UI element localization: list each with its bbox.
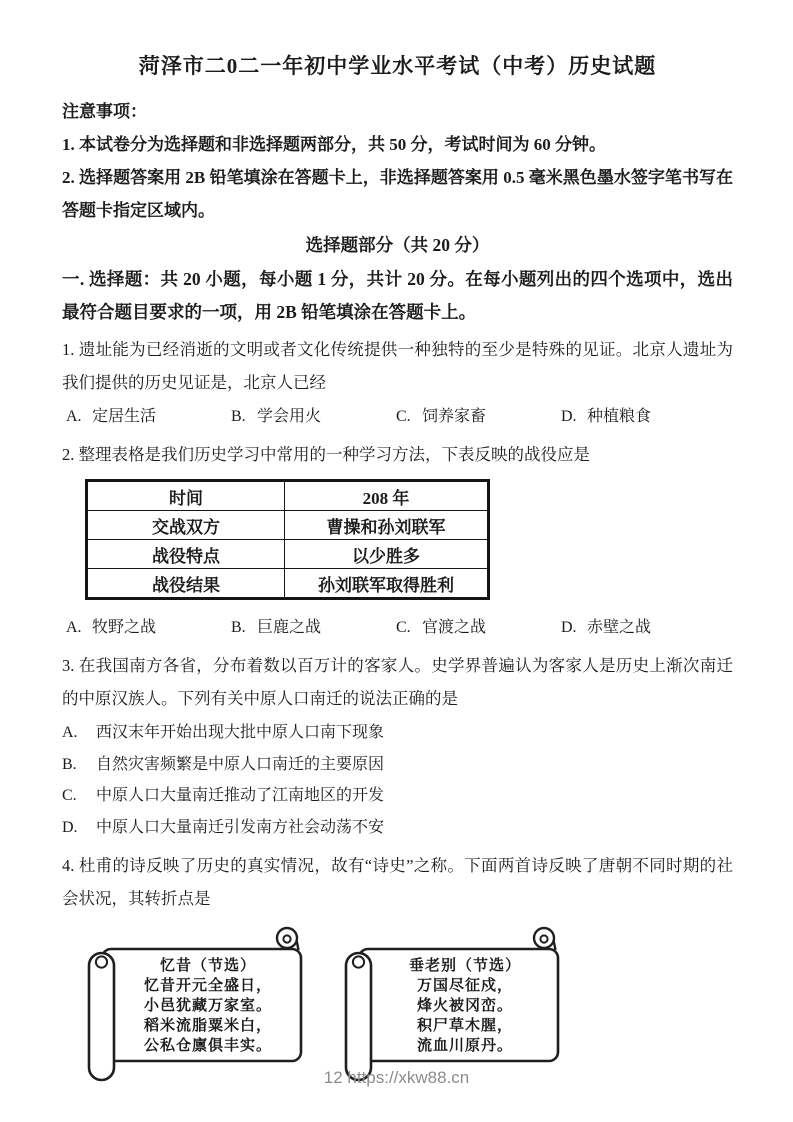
option-text: 学会用火 bbox=[257, 408, 322, 425]
poem-text bbox=[113, 956, 303, 1056]
table-row bbox=[87, 511, 489, 540]
poem-line: 公私仓廪俱丰实。 bbox=[143, 1038, 272, 1054]
table-cell: 战役特点 bbox=[87, 540, 285, 569]
poem-line: 忆昔开元全盛日， bbox=[143, 978, 272, 994]
option-label: A. bbox=[66, 408, 82, 425]
poem-line: 万国尽征戍， bbox=[416, 978, 513, 994]
option-text: 定居生活 bbox=[92, 408, 157, 425]
option-d bbox=[561, 401, 651, 432]
question-4-text: 4. 杜甫的诗反映了历史的真实情况，故有“诗史”之称。下面两首诗反映了唐朝不同时期的社会状况，其转折点是 bbox=[62, 856, 733, 908]
table-cell: 交战双方 bbox=[87, 511, 285, 540]
option-label: B. bbox=[231, 619, 246, 636]
option-d bbox=[561, 612, 651, 643]
question-2-text: 2. 整理表格是我们历史学习中常用的一种学习方法，下表反映的战役应是 bbox=[62, 445, 590, 464]
option-text: 巨鹿之战 bbox=[257, 619, 322, 636]
table-cell: 曹操和孙刘联军 bbox=[285, 511, 489, 540]
question-2-options bbox=[62, 612, 733, 643]
question-1-options bbox=[62, 401, 733, 432]
notice-item-1: 1. 本试卷分为选择题和非选择题两部分，共 50 分，考试时间为 60 分钟。 bbox=[62, 135, 606, 154]
poem-line: 小邑犹藏万家室。 bbox=[143, 998, 272, 1014]
option-text: 饲养家畜 bbox=[422, 408, 487, 425]
option-text: 官渡之战 bbox=[422, 619, 487, 636]
option-a bbox=[66, 401, 231, 432]
option-a bbox=[66, 612, 231, 643]
option-b bbox=[62, 749, 733, 781]
table-cell: 孙刘联军取得胜利 bbox=[285, 569, 489, 599]
page-footer: 12 https://xkw88.cn bbox=[323, 1068, 470, 1087]
option-label: C. bbox=[62, 787, 77, 804]
question-3-options bbox=[62, 717, 733, 843]
option-text: 中原人口大量南迁引发南方社会动荡不安 bbox=[96, 818, 385, 836]
option-c bbox=[62, 780, 733, 812]
section-instruction: 一. 选择题：共 20 小题，每小题 1 分，共计 20 分。在每小题列出的四个选项中，选出最符合题目要求的一项，用 2B 铅笔填涂在答题卡上。 bbox=[62, 269, 733, 322]
option-label: D. bbox=[561, 408, 577, 425]
option-label: C. bbox=[396, 408, 411, 425]
option-label: A. bbox=[66, 619, 82, 636]
poem-text bbox=[370, 956, 560, 1056]
option-b bbox=[231, 612, 396, 643]
option-b bbox=[231, 401, 396, 432]
poem-title: 忆昔（节选） bbox=[159, 958, 256, 974]
poem-title: 垂老别（节选） bbox=[408, 958, 521, 974]
option-text: 牧野之战 bbox=[92, 619, 157, 636]
option-label: D. bbox=[62, 818, 78, 836]
notice-item-2: 2. 选择题答案用 2B 铅笔填涂在答题卡上，非选择题答案用 0.5 毫米黑色墨水签字笔书写在答题卡指定区域内。 bbox=[62, 168, 733, 220]
option-text: 中原人口大量南迁推动了江南地区的开发 bbox=[96, 787, 385, 804]
option-text: 种植粮食 bbox=[587, 408, 652, 425]
table-row bbox=[87, 481, 489, 511]
option-d bbox=[62, 812, 733, 844]
question-3-text: 3. 在我国南方各省，分布着数以百万计的客家人。史学界普遍认为客家人是历史上渐次南迁的中原汉族人。下列有关中原人口南迁的说法正确的是 bbox=[62, 656, 733, 708]
option-label: B. bbox=[231, 408, 246, 425]
poem-line: 积尸草木腥， bbox=[416, 1018, 513, 1034]
option-label: B. bbox=[62, 755, 77, 773]
table-cell: 时间 bbox=[87, 481, 285, 511]
option-text: 赤壁之战 bbox=[587, 619, 652, 636]
table-cell: 战役结果 bbox=[87, 569, 285, 599]
page-title: 菏泽市二0二一年初中学业水平考试（中考）历史试题 bbox=[138, 54, 657, 78]
option-label: D. bbox=[561, 619, 577, 636]
poem-line: 流血川原丹。 bbox=[416, 1038, 513, 1054]
notice-heading: 注意事项： bbox=[62, 102, 147, 121]
option-text: 自然灾害频繁是中原人口南迁的主要原因 bbox=[96, 755, 385, 773]
option-label: C. bbox=[396, 619, 411, 636]
option-a bbox=[62, 717, 733, 749]
option-c bbox=[396, 612, 561, 643]
table-cell: 以少胜多 bbox=[285, 540, 489, 569]
table-row bbox=[87, 569, 489, 599]
question-1-text: 1. 遗址能为已经消逝的文明或者文化传统提供一种独特的至少是特殊的见证。北京人遗址为我们提供的历史见证是，北京人已经 bbox=[62, 340, 733, 392]
battle-info-table bbox=[85, 479, 490, 600]
option-label: A. bbox=[62, 724, 78, 741]
poem-line: 烽火被冈峦。 bbox=[416, 998, 513, 1014]
option-c bbox=[396, 401, 561, 432]
table-row bbox=[87, 540, 489, 569]
option-text: 西汉末年开始出现大批中原人口南下现象 bbox=[96, 724, 385, 741]
poem-line: 稻米流脂粟米白， bbox=[143, 1018, 272, 1034]
section-heading: 选择题部分（共 20 分） bbox=[305, 235, 490, 255]
table-cell: 208 年 bbox=[285, 481, 489, 511]
